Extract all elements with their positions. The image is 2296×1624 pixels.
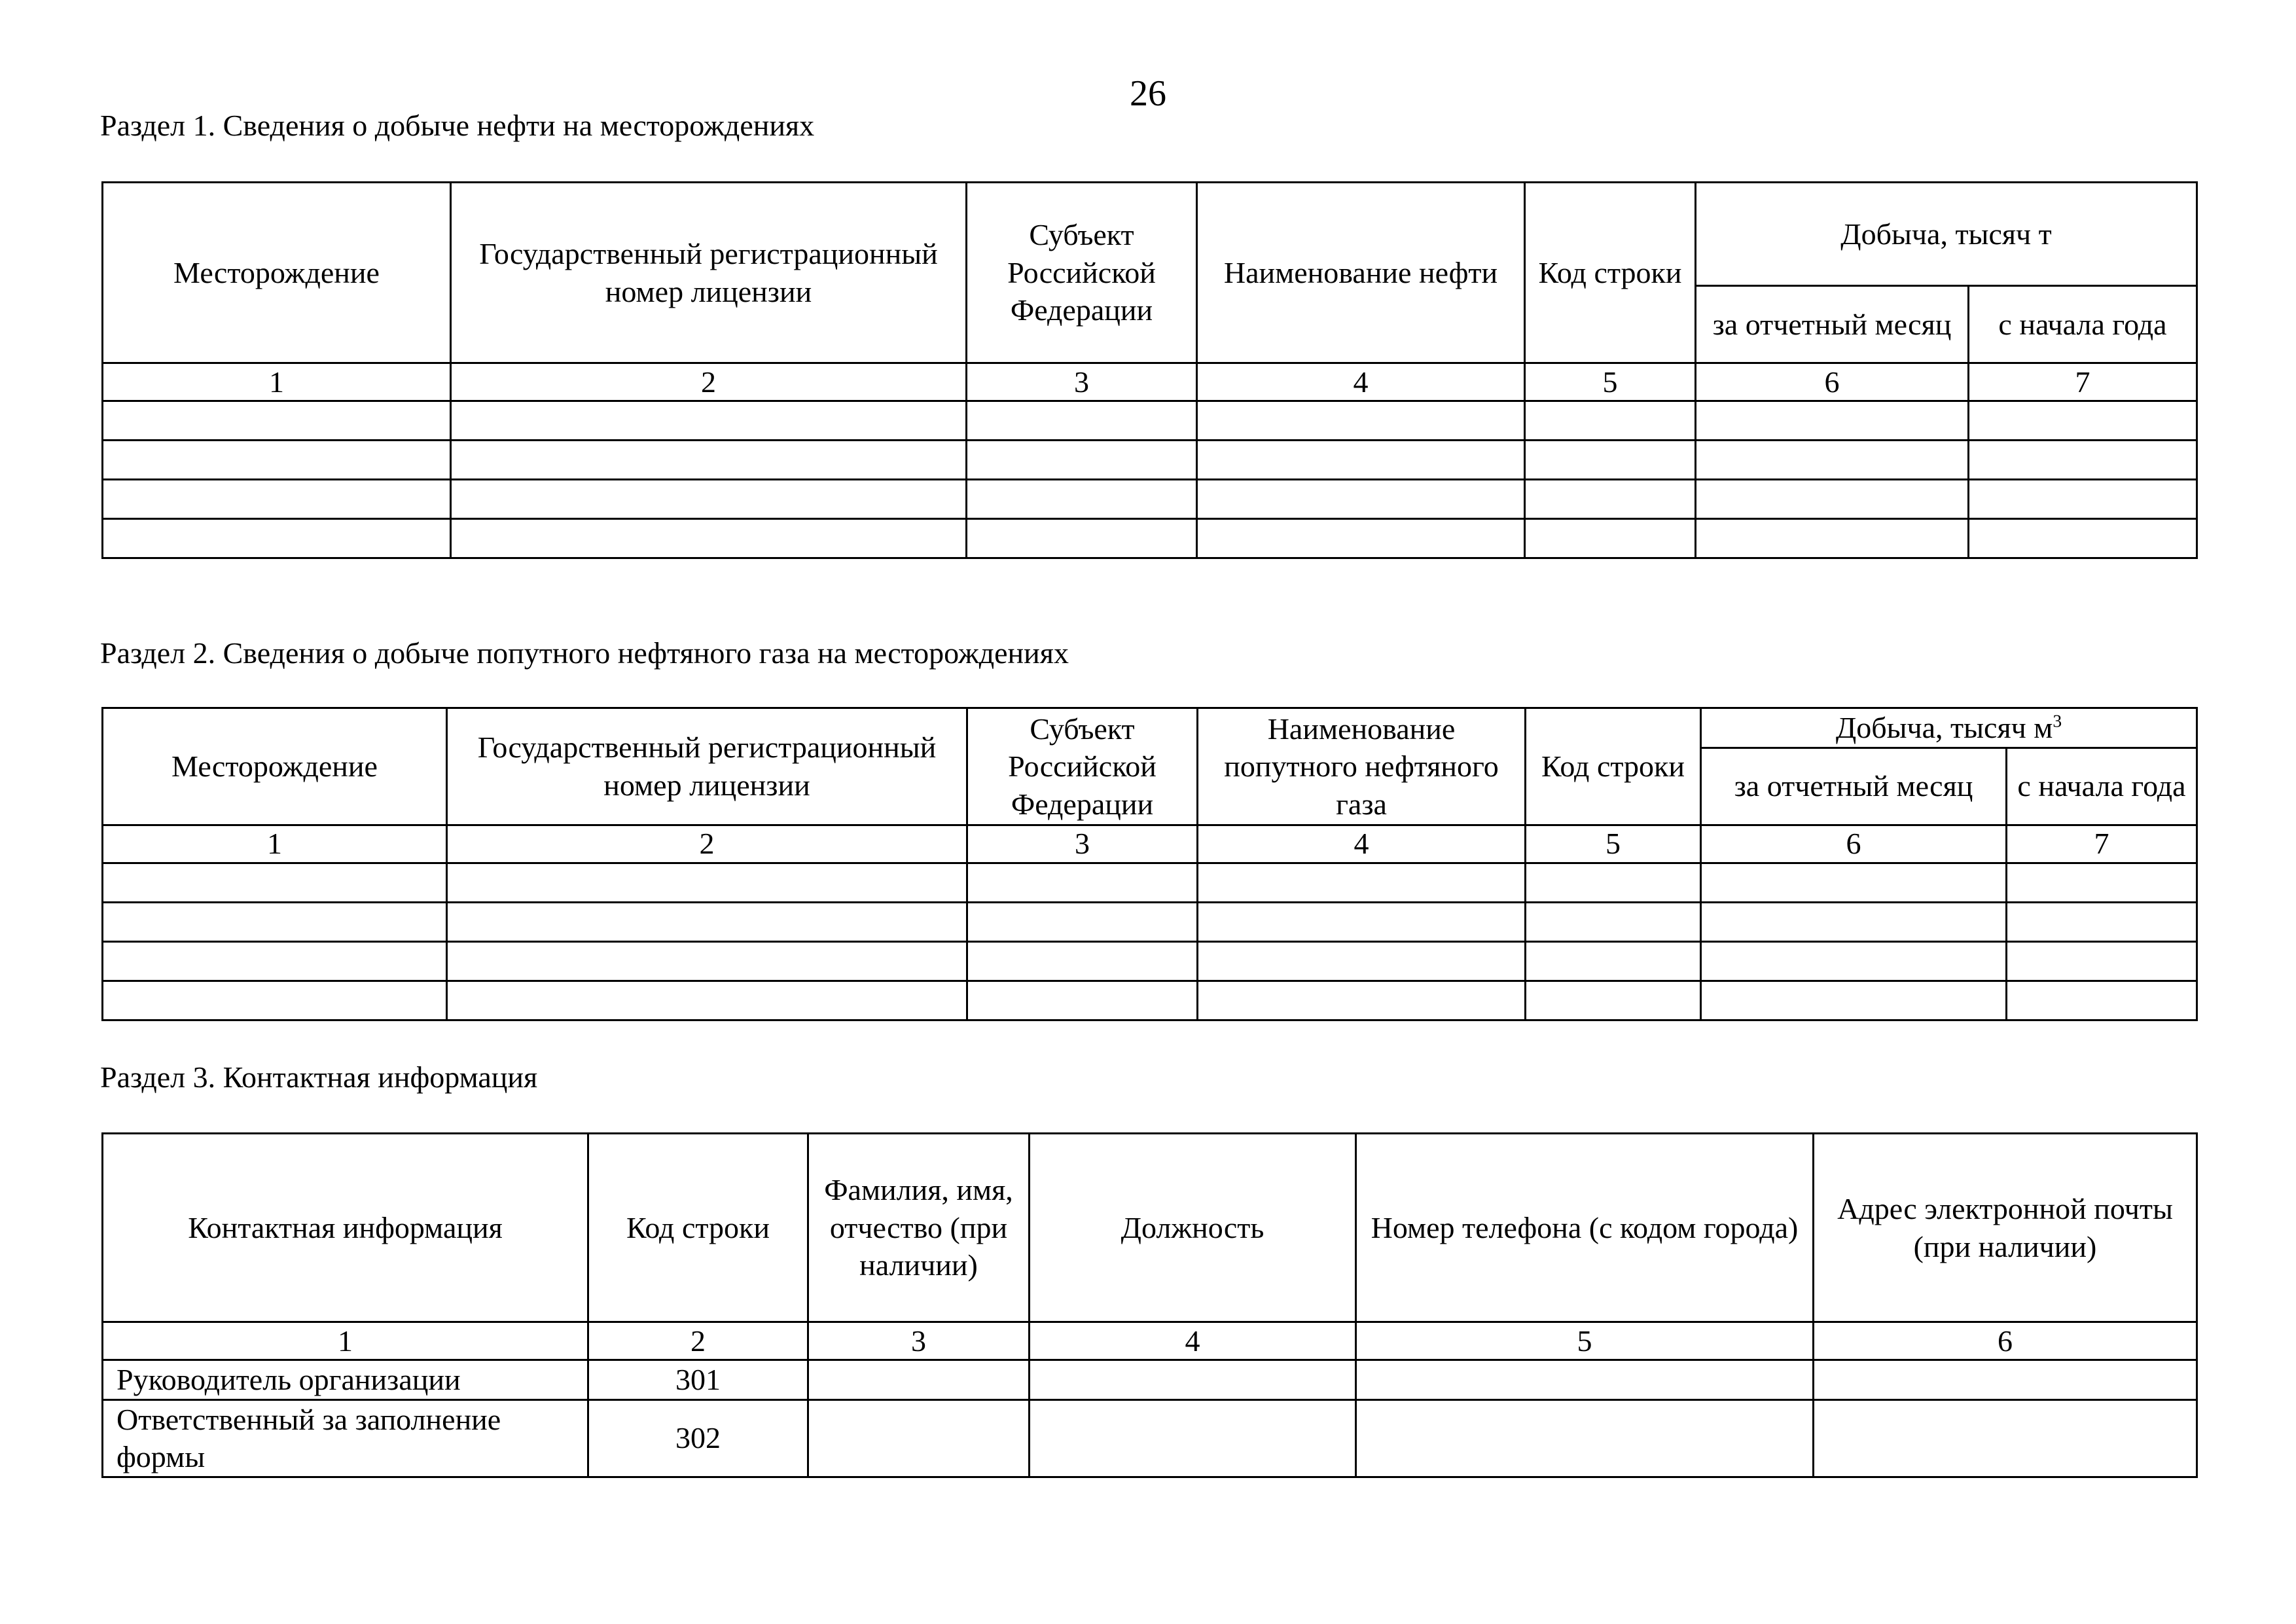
table-cell[interactable] <box>1696 401 1969 441</box>
table-cell[interactable] <box>451 401 967 441</box>
row-code: 301 <box>588 1360 808 1400</box>
table-cell[interactable] <box>808 1360 1030 1400</box>
header-ytd: с начала года <box>2007 748 2197 825</box>
table-cell[interactable] <box>967 981 1198 1020</box>
table-cell[interactable] <box>967 519 1197 558</box>
table-cell[interactable] <box>1030 1399 1356 1477</box>
column-number: 4 <box>1197 363 1525 401</box>
table-cell[interactable] <box>2007 863 2197 902</box>
table-cell[interactable] <box>1197 441 1525 480</box>
header-month: за отчетный месяц <box>1701 748 2007 825</box>
header-phone: Номер телефона (с кодом города) <box>1356 1134 1814 1322</box>
table-cell[interactable] <box>1526 902 1701 941</box>
table-cell[interactable] <box>1197 401 1525 441</box>
table-cell[interactable] <box>1701 941 2007 981</box>
table-cell[interactable] <box>1526 863 1701 902</box>
table-cell[interactable] <box>103 441 451 480</box>
table-row <box>103 902 2197 941</box>
table-cell[interactable] <box>1969 519 2197 558</box>
table-cell[interactable] <box>1814 1360 2197 1400</box>
column-number: 1 <box>103 1322 588 1360</box>
table-cell[interactable] <box>1969 401 2197 441</box>
header-subject: Субъект Российской Федерации <box>967 183 1197 363</box>
table-cell[interactable] <box>2007 981 2197 1020</box>
table-cell[interactable] <box>103 863 447 902</box>
table-cell[interactable] <box>1198 941 1526 981</box>
row-label: Ответственный за заполнение формы <box>103 1399 588 1477</box>
header-email: Адрес электронной почты (при наличии) <box>1814 1134 2197 1322</box>
page-number: 26 <box>1130 73 1166 114</box>
table-cell[interactable] <box>1969 480 2197 519</box>
header-field: Месторождение <box>103 183 451 363</box>
header-ytd: с начала года <box>1969 286 2197 363</box>
column-number: 7 <box>1969 363 2197 401</box>
header-production: Добыча, тысяч т <box>1696 183 2197 286</box>
row-code: 302 <box>588 1399 808 1477</box>
table-cell[interactable] <box>103 480 451 519</box>
row-label: Руководитель организации <box>103 1360 588 1400</box>
column-number: 3 <box>808 1322 1030 1360</box>
header-license: Государственный регистрационный номер лицензии <box>447 708 967 825</box>
section-1-title: Раздел 1. Сведения о добыче нефти на месторождениях <box>100 109 815 142</box>
table-cell[interactable] <box>1197 519 1525 558</box>
table-row <box>103 863 2197 902</box>
table-cell[interactable] <box>1356 1399 1814 1477</box>
table-cell[interactable] <box>447 941 967 981</box>
header-field: Месторождение <box>103 708 447 825</box>
table-cell[interactable] <box>967 441 1197 480</box>
table-cell[interactable] <box>1696 519 1969 558</box>
column-number: 6 <box>1814 1322 2197 1360</box>
table-cell[interactable] <box>1526 941 1701 981</box>
section-3-title: Раздел 3. Контактная информация <box>100 1060 538 1094</box>
column-number: 1 <box>103 825 447 863</box>
table-cell[interactable] <box>1030 1360 1356 1400</box>
column-number: 5 <box>1525 363 1696 401</box>
table-cell[interactable] <box>1969 441 2197 480</box>
table-cell[interactable] <box>1701 902 2007 941</box>
column-number: 5 <box>1526 825 1701 863</box>
column-number: 2 <box>588 1322 808 1360</box>
header-oil-name: Наименование нефти <box>1197 183 1525 363</box>
header-row-code: Код строки <box>588 1134 808 1322</box>
column-number: 4 <box>1030 1322 1356 1360</box>
column-number: 1 <box>103 363 451 401</box>
table-row <box>103 480 2197 519</box>
header-gas-name: Наименование попутного нефтяного газа <box>1198 708 1526 825</box>
table-cell[interactable] <box>1696 480 1969 519</box>
header-fio: Фамилия, имя, отчество (при наличии) <box>808 1134 1030 1322</box>
section-2-table <box>101 707 2198 1021</box>
table-cell[interactable] <box>967 863 1198 902</box>
header-position: Должность <box>1030 1134 1356 1322</box>
column-number: 3 <box>967 363 1197 401</box>
column-number: 5 <box>1356 1322 1814 1360</box>
column-number: 2 <box>447 825 967 863</box>
table-row <box>103 1360 2197 1400</box>
table-cell[interactable] <box>1525 519 1696 558</box>
table-row <box>103 441 2197 480</box>
header-subject: Субъект Российской Федерации <box>967 708 1198 825</box>
column-number: 7 <box>2007 825 2197 863</box>
table-cell[interactable] <box>1198 902 1526 941</box>
header-row-code: Код строки <box>1525 183 1696 363</box>
section-1-table <box>101 181 2198 559</box>
table-cell[interactable] <box>103 902 447 941</box>
table-cell[interactable] <box>967 941 1198 981</box>
table-cell[interactable] <box>103 519 451 558</box>
table-cell[interactable] <box>1701 981 2007 1020</box>
table-cell[interactable] <box>967 401 1197 441</box>
table-cell[interactable] <box>967 480 1197 519</box>
table-cell[interactable] <box>1198 981 1526 1020</box>
table-cell[interactable] <box>1525 441 1696 480</box>
table-cell[interactable] <box>2007 941 2197 981</box>
section-2-title: Раздел 2. Сведения о добыче попутного нефтяного газа на месторождениях <box>100 636 1069 670</box>
table-cell[interactable] <box>451 519 967 558</box>
header-contact: Контактная информация <box>103 1134 588 1322</box>
header-row-code: Код строки <box>1526 708 1701 825</box>
table-cell[interactable] <box>103 941 447 981</box>
column-number: 6 <box>1696 363 1969 401</box>
table-row <box>103 401 2197 441</box>
table-cell[interactable] <box>2007 902 2197 941</box>
header-month: за отчетный месяц <box>1696 286 1969 363</box>
header-production-superscript: 3 <box>2053 710 2062 731</box>
table-cell[interactable] <box>808 1399 1030 1477</box>
table-cell[interactable] <box>1197 480 1525 519</box>
table-cell[interactable] <box>451 480 967 519</box>
table-cell[interactable] <box>1525 401 1696 441</box>
column-number: 4 <box>1198 825 1526 863</box>
table-cell[interactable] <box>103 981 447 1020</box>
table-cell[interactable] <box>1701 863 2007 902</box>
table-cell[interactable] <box>1814 1399 2197 1477</box>
table-cell[interactable] <box>1356 1360 1814 1400</box>
header-production <box>1701 708 2197 748</box>
table-cell[interactable] <box>447 902 967 941</box>
table-row <box>103 981 2197 1020</box>
header-license: Государственный регистрационный номер лицензии <box>451 183 967 363</box>
table-cell[interactable] <box>451 441 967 480</box>
column-number: 2 <box>451 363 967 401</box>
table-cell[interactable] <box>447 863 967 902</box>
table-row <box>103 1399 2197 1477</box>
table-cell[interactable] <box>1526 981 1701 1020</box>
section-3-table <box>101 1132 2198 1478</box>
table-cell[interactable] <box>1198 863 1526 902</box>
table-cell[interactable] <box>1525 480 1696 519</box>
header-production-label: Добыча, тысяч м <box>1835 711 2053 744</box>
table-cell[interactable] <box>1696 441 1969 480</box>
table-row <box>103 941 2197 981</box>
column-number: 3 <box>967 825 1198 863</box>
table-row <box>103 519 2197 558</box>
column-number: 6 <box>1701 825 2007 863</box>
table-cell[interactable] <box>103 401 451 441</box>
table-cell[interactable] <box>967 902 1198 941</box>
table-cell[interactable] <box>447 981 967 1020</box>
